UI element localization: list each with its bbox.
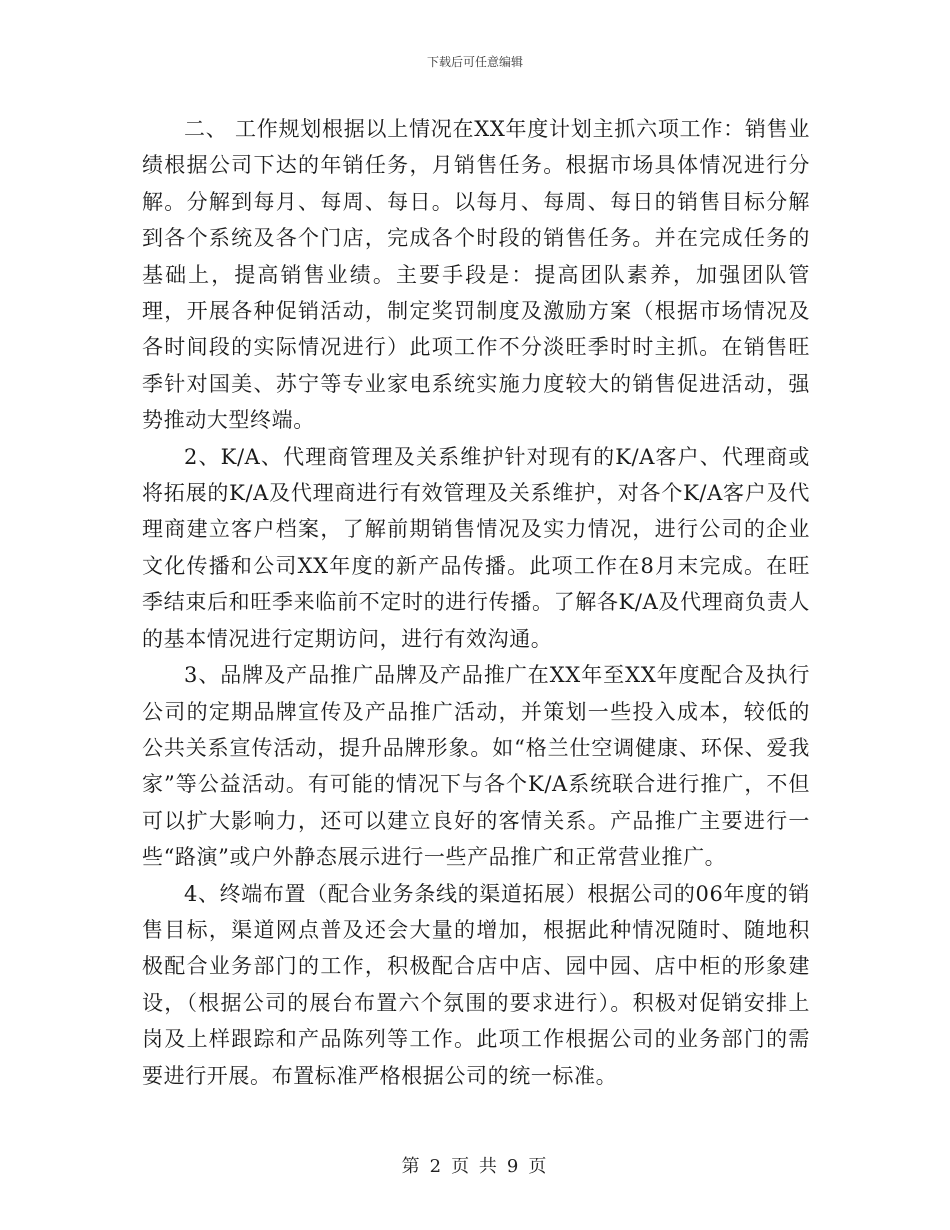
footer-prefix: 第 (401, 1156, 422, 1177)
paragraph-terminal-layout: 4、终端布置（配合业务条线的渠道拓展）根据公司的06年度的销售目标，渠道网点普及还会大量的增加，根据此种情况随时、随地积极配合业务部门的工作，积极配合店中店、园中园、店中柜的形象建设，（根据公司的展台布置六个氛围的要求进行）。积极对促销安排上岗及上样跟踪和产品陈列等工作。此项工作根据公司的业务部门的需要进行开展。布置标准严格根据公司的统一标准。 (142, 881, 810, 1088)
footer-middle: 页 共 (451, 1156, 499, 1177)
paragraph-work-plan: 二、 工作规划根据以上情况在XX年度计划主抓六项工作：销售业绩根据公司下达的年销任务，月销售任务。根据市场具体情况进行分解。分解到每月、每周、每日。以每月、每周、每日的销售目标分解到各个系统及各个门店，完成各个时段的销售任务。并在完成任务的基础上，提高销售业绩。主要手段是：提高团队素养，加强团队管理，开展各种促销活动，制定奖罚制度及激励方案（根据市场情况及各时间段的实际情况进行）此项工作不分淡旺季时时主抓。在销售旺季针对国美、苏宁等专业家电系统实施力度较大的销售促进活动，强势推动大型终端。 (142, 117, 810, 433)
footer-suffix: 页 (528, 1156, 549, 1177)
footer-total-pages: 9 (506, 1156, 521, 1177)
paragraph-brand-promotion: 3、品牌及产品推广品牌及产品推广在XX年至XX年度配合及执行公司的定期品牌宣传及产品推广活动，并策划一些投入成本，较低的公共关系宣传活动，提升品牌形象。如“格兰仕空调健康、环保、爱我家”等公益活动。有可能的情况下与各个K/A系统联合进行推广，不但可以扩大影响力，还可以建立良好的客情关系。产品推广主要进行一些“路演”或户外静态展示进行一些产品推广和正常营业推广。 (142, 663, 810, 870)
page-footer (0, 1152, 950, 1178)
page-header: 下载后可任意编辑 (426, 55, 523, 69)
paragraph-ka-agent-management: 2、K/A、代理商管理及关系维护针对现有的K/A客户、代理商或将拓展的K/A及代理商进行有效管理及关系维护，对各个K/A客户及代理商建立客户档案，了解前期销售情况及实力情况，进行公司的企业文化传播和公司XX年度的新产品传播。此项工作在8月末完成。在旺季结束后和旺季来临前不定时的进行传播。了解各K/A及代理商负责人的基本情况进行定期访问，进行有效沟通。 (142, 444, 810, 651)
document-body (142, 111, 810, 1094)
footer-current-page: 2 (429, 1156, 444, 1177)
